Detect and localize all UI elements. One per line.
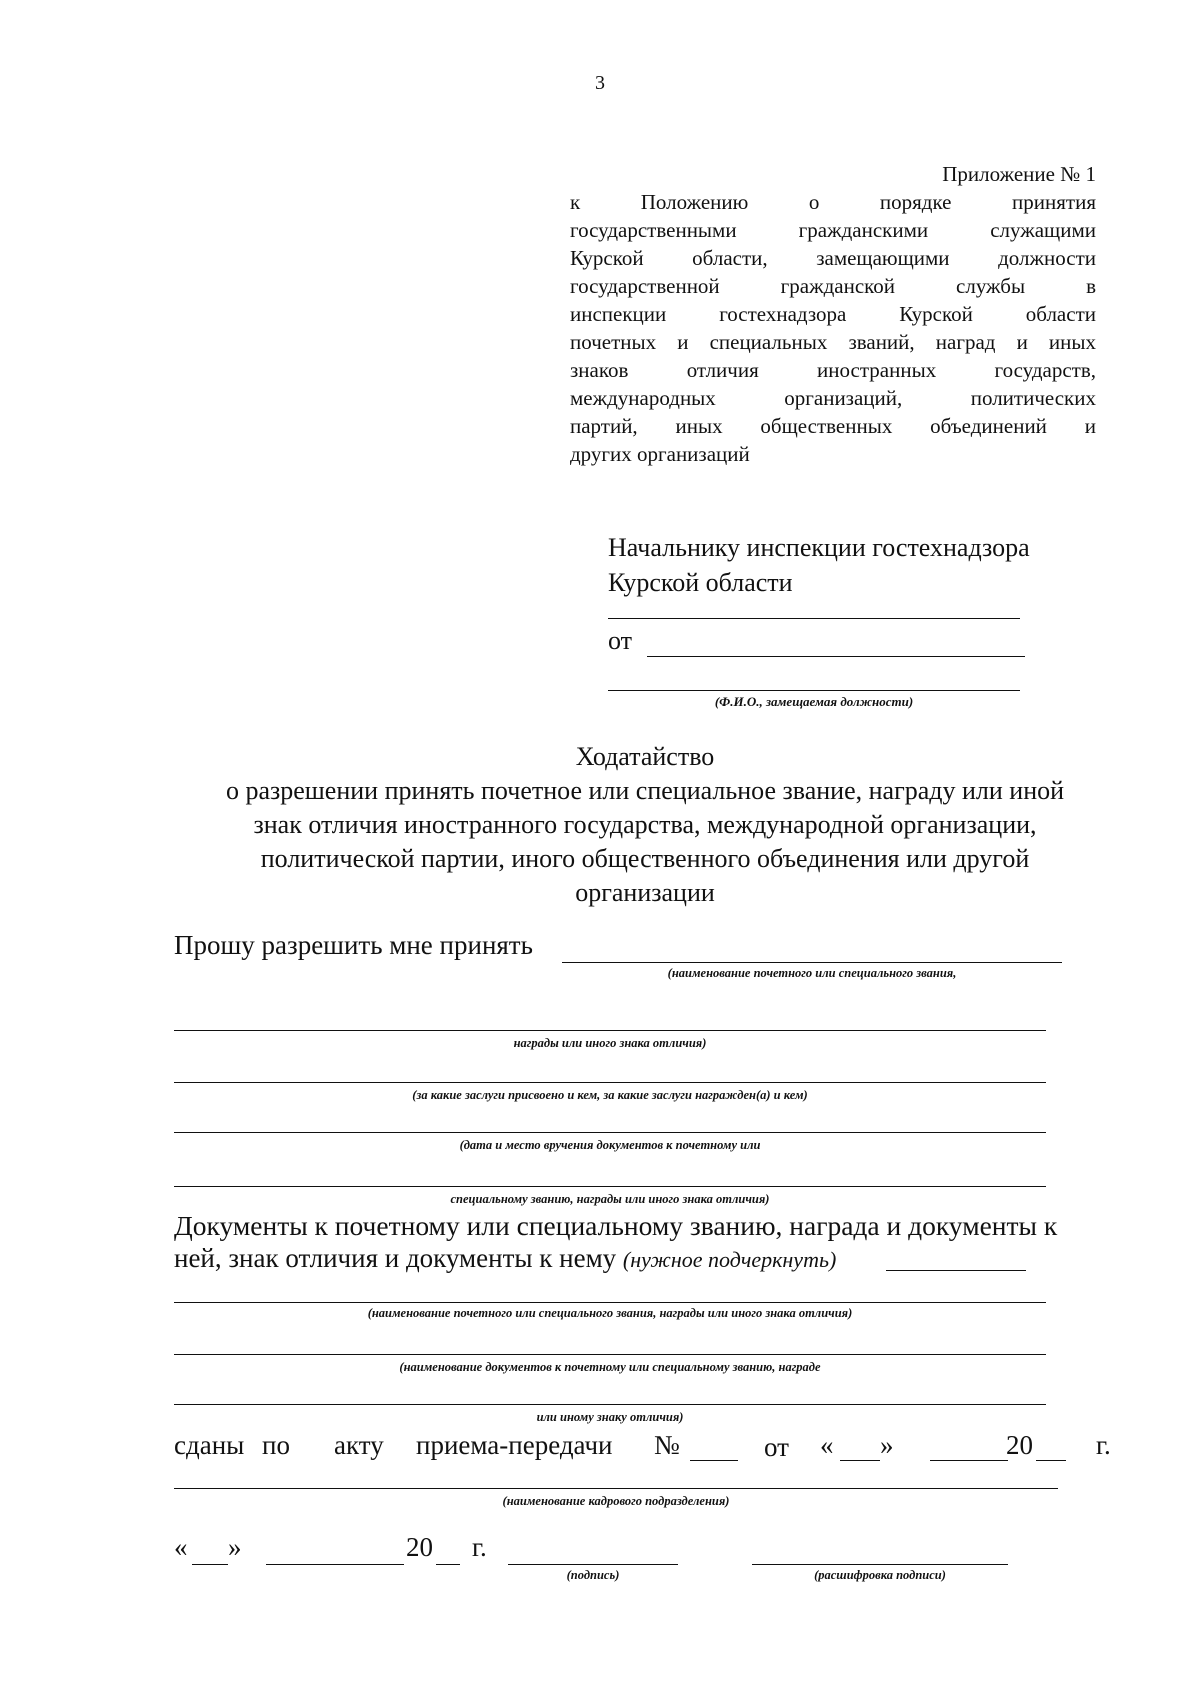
subtitle-line: знак отличия иностранного государства, международной организации,: [253, 810, 1037, 839]
signature-field[interactable]: [508, 1564, 678, 1565]
documents-underline-field[interactable]: [886, 1270, 1026, 1271]
annex-line: государственной гражданской службы в: [570, 274, 1096, 298]
hr-department-field[interactable]: [174, 1488, 1058, 1489]
request-caption-1: (наименование почетного или специального звания,: [667, 966, 957, 980]
request-field-2[interactable]: [174, 1030, 1046, 1031]
request-field-4[interactable]: [174, 1132, 1046, 1133]
annex-line: партий, иных общественных объединений и: [570, 414, 1096, 438]
addressee-line-2: Курской области: [608, 568, 793, 597]
request-caption-3: (за какие заслуги присвоено и кем, за какие заслуги награжден(а) и кем): [412, 1088, 808, 1102]
subtitle-line: о разрешении принять почетное или специальное звание, награду или иной: [225, 776, 1065, 805]
sign-year-suffix: г.: [472, 1532, 487, 1562]
annex-line: знаков отличия иностранных государств,: [570, 358, 1096, 382]
request-caption-2: награды или иного знака отличия): [513, 1036, 707, 1050]
request-caption-5: специальному званию, награды или иного знака отличия): [450, 1192, 770, 1206]
handover-word: приема-передачи: [416, 1430, 613, 1460]
handover-word: по: [262, 1430, 290, 1460]
handover-quote-close: »: [880, 1430, 894, 1460]
act-day-field[interactable]: [840, 1460, 880, 1461]
request-label: Прошу разрешить мне принять: [174, 930, 533, 960]
handover-word: сданы: [174, 1430, 245, 1460]
page-number: 3: [595, 72, 605, 94]
annex-line: Курской области, замещающими должности: [570, 246, 1096, 270]
sign-year-field[interactable]: [436, 1564, 460, 1565]
from-position-field[interactable]: [608, 690, 1020, 691]
addressee: [608, 530, 1030, 600]
signature-decode-field[interactable]: [752, 1564, 1008, 1565]
documents-caption-2: (наименование документов к почетному или специальному званию, награде: [399, 1360, 821, 1374]
annex-body: [570, 188, 1096, 468]
request-field[interactable]: [562, 962, 1062, 963]
act-year-field[interactable]: [1036, 1460, 1066, 1461]
act-month-field[interactable]: [930, 1460, 1008, 1461]
handover-quote-open: «: [820, 1430, 834, 1460]
sign-day-field[interactable]: [192, 1564, 228, 1565]
subtitle-line: политической партии, иного общественного объединения или другой: [260, 844, 1030, 873]
act-number-field[interactable]: [690, 1460, 738, 1461]
sign-month-field[interactable]: [266, 1564, 404, 1565]
handover-year-prefix: 20: [1006, 1430, 1033, 1460]
annex-line: почетных и специальных званий, наград и иных: [570, 330, 1096, 354]
annex-line: к Положению о порядке принятия: [570, 190, 1096, 214]
annex-line: государственными гражданскими служащими: [570, 218, 1096, 242]
documents-field-3[interactable]: [174, 1404, 1046, 1405]
request-field-3[interactable]: [174, 1082, 1046, 1083]
signature-caption: (подпись): [566, 1568, 620, 1582]
petition-title: Ходатайство: [575, 742, 715, 771]
handover-word: акту: [334, 1430, 384, 1460]
handover-number-sign: №: [654, 1430, 680, 1460]
request-caption-4: (дата и место вручения документов к почетному или: [459, 1138, 761, 1152]
documents-field-2[interactable]: [174, 1354, 1046, 1355]
annex-line: международных организаций, политических: [570, 386, 1096, 410]
signature-decode-caption: (расшифровка подписи): [814, 1568, 946, 1582]
annex-line: других организаций: [570, 442, 750, 466]
documents-line-2: [174, 1243, 836, 1274]
sign-quote-close: »: [228, 1532, 242, 1562]
hr-department-caption: (наименование кадрового подразделения): [502, 1494, 730, 1508]
request-field-5[interactable]: [174, 1186, 1046, 1187]
documents-caption-1: (наименование почетного или специального звания, награды или иного знака отличия): [367, 1306, 853, 1320]
sign-year-prefix: 20: [406, 1532, 433, 1562]
documents-line-2-text: ней, знак отличия и документы к нему: [174, 1243, 617, 1273]
handover-word: от: [764, 1432, 789, 1462]
handover-year-suffix: г.: [1096, 1430, 1111, 1460]
subtitle-line: организации: [575, 878, 715, 907]
addressee-blank-line[interactable]: [608, 618, 1020, 619]
documents-note: (нужное подчеркнуть): [622, 1247, 837, 1272]
addressee-line-1: Начальнику инспекции гостехнадзора: [608, 533, 1030, 562]
from-caption: (Ф.И.О., замещаемая должности): [714, 694, 914, 709]
sign-quote-open: «: [174, 1532, 188, 1562]
from-label: от: [608, 626, 633, 655]
documents-caption-3: или иному знаку отличия): [536, 1410, 684, 1424]
documents-field-1[interactable]: [174, 1302, 1046, 1303]
from-field[interactable]: [647, 656, 1025, 657]
petition-subtitle: [170, 774, 1120, 910]
documents-line-1: Документы к почетному или специальному званию, награда и документы к: [174, 1210, 1058, 1241]
annex-title: Приложение № 1: [942, 162, 1096, 186]
annex-line: инспекции гостехнадзора Курской области: [570, 302, 1096, 326]
